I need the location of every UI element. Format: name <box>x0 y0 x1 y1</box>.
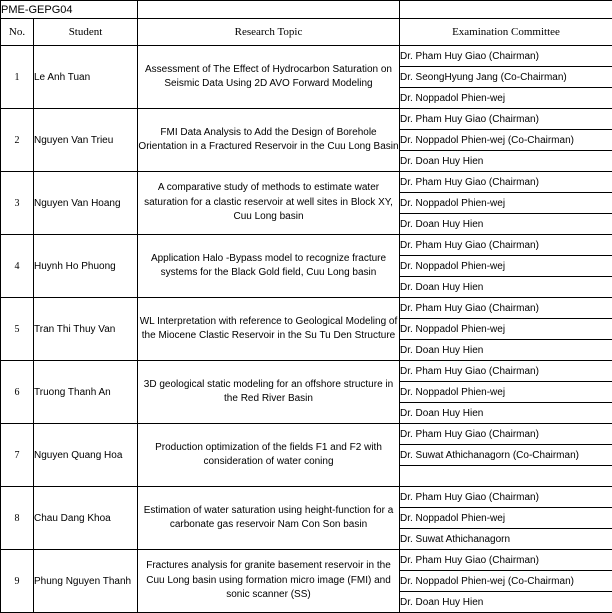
table-row <box>1 298 612 319</box>
research-topic: Application Halo -Bypass model to recognize fracture systems for the Black Gold field, Cuu Long basin <box>138 235 400 298</box>
committee-member: Dr. Suwat Athichanagorn <box>400 529 612 550</box>
committee-member: Dr. Doan Huy Hien <box>400 592 612 613</box>
column-header-topic: Research Topic <box>138 19 400 46</box>
committee-member: Dr. Noppadol Phien-wej <box>400 508 612 529</box>
committee-member: Dr. Pham Huy Giao (Chairman) <box>400 172 612 193</box>
table-row <box>1 46 612 67</box>
column-header-no: No. <box>1 19 34 46</box>
committee-member: Dr. Pham Huy Giao (Chairman) <box>400 235 612 256</box>
row-number: 7 <box>1 424 34 487</box>
research-topic: Production optimization of the fields F1 and F2 with consideration of water coning <box>138 424 400 487</box>
column-header-committee: Examination Committee <box>400 19 612 46</box>
committee-member: Dr. Pham Huy Giao (Chairman) <box>400 487 612 508</box>
committee-member <box>400 466 612 487</box>
table-row <box>1 235 612 256</box>
committee-member: Dr. Noppadol Phien-wej <box>400 88 612 109</box>
research-topic: Assessment of The Effect of Hydrocarbon Saturation on Seismic Data Using 2D AVO Forward Modeling <box>138 46 400 109</box>
header-row <box>1 19 612 46</box>
table-row <box>1 172 612 193</box>
committee-member: Dr. Pham Huy Giao (Chairman) <box>400 550 612 571</box>
table-body <box>1 1 612 613</box>
research-topic: FMI Data Analysis to Add the Design of Borehole Orientation in a Fractured Reservoir in the Cuu Long Basin <box>138 109 400 172</box>
student-name: Le Anh Tuan <box>34 46 138 109</box>
table-row <box>1 487 612 508</box>
research-topic: 3D geological static modeling for an offshore structure in the Red River Basin <box>138 361 400 424</box>
research-topic: Estimation of water saturation using height-function for a carbonate gas reservoir Nam Con Son basin <box>138 487 400 550</box>
committee-member: Dr. Doan Huy Hien <box>400 277 612 298</box>
row-number: 3 <box>1 172 34 235</box>
committee-member: Dr. Doan Huy Hien <box>400 403 612 424</box>
student-name: Tran Thi Thuy Van <box>34 298 138 361</box>
table-row <box>1 424 612 445</box>
committee-member: Dr. Pham Huy Giao (Chairman) <box>400 298 612 319</box>
table-row <box>1 109 612 130</box>
student-name: Nguyen Van Trieu <box>34 109 138 172</box>
committee-member: Dr. SeongHyung Jang (Co-Chairman) <box>400 67 612 88</box>
committee-member: Dr. Noppadol Phien-wej <box>400 382 612 403</box>
document-title: PME-GEPG04 <box>1 1 138 19</box>
committee-member: Dr. Noppadol Phien-wej (Co-Chairman) <box>400 571 612 592</box>
committee-member: Dr. Pham Huy Giao (Chairman) <box>400 424 612 445</box>
committee-member: Dr. Noppadol Phien-wej (Co-Chairman) <box>400 130 612 151</box>
committee-member: Dr. Suwat Athichanagorn (Co-Chairman) <box>400 445 612 466</box>
committee-member: Dr. Noppadol Phien-wej <box>400 193 612 214</box>
title-blank-cell-2 <box>400 1 612 19</box>
committee-member: Dr. Pham Huy Giao (Chairman) <box>400 361 612 382</box>
row-number: 4 <box>1 235 34 298</box>
table-row <box>1 550 612 571</box>
committee-member: Dr. Pham Huy Giao (Chairman) <box>400 46 612 67</box>
student-name: Chau Dang Khoa <box>34 487 138 550</box>
student-name: Phung Nguyen Thanh <box>34 550 138 613</box>
row-number: 8 <box>1 487 34 550</box>
student-name: Huynh Ho Phuong <box>34 235 138 298</box>
row-number: 1 <box>1 46 34 109</box>
column-header-student: Student <box>34 19 138 46</box>
table-row <box>1 361 612 382</box>
research-topic: Fractures analysis for granite basement reservoir in the Cuu Long basin using formation micro image (FMI) and sonic scanner (SS) <box>138 550 400 613</box>
row-number: 2 <box>1 109 34 172</box>
row-number: 9 <box>1 550 34 613</box>
research-topic: WL Interpretation with reference to Geological Modeling of the Miocene Clastic Reservoir in the Su Tu Den Structure <box>138 298 400 361</box>
title-row <box>1 1 612 19</box>
student-name: Nguyen Van Hoang <box>34 172 138 235</box>
row-number: 5 <box>1 298 34 361</box>
committee-member: Dr. Doan Huy Hien <box>400 340 612 361</box>
student-name: Truong Thanh An <box>34 361 138 424</box>
research-topic: A comparative study of methods to estimate water saturation for a clastic reservoir at well sites in Block XY, Cuu Long basin <box>138 172 400 235</box>
student-name: Nguyen Quang Hoa <box>34 424 138 487</box>
committee-member: Dr. Doan Huy Hien <box>400 214 612 235</box>
committee-member: Dr. Doan Huy Hien <box>400 151 612 172</box>
committee-member: Dr. Pham Huy Giao (Chairman) <box>400 109 612 130</box>
committee-member: Dr. Noppadol Phien-wej <box>400 256 612 277</box>
row-number: 6 <box>1 361 34 424</box>
title-blank-cell-1 <box>138 1 400 19</box>
committee-member: Dr. Noppadol Phien-wej <box>400 319 612 340</box>
